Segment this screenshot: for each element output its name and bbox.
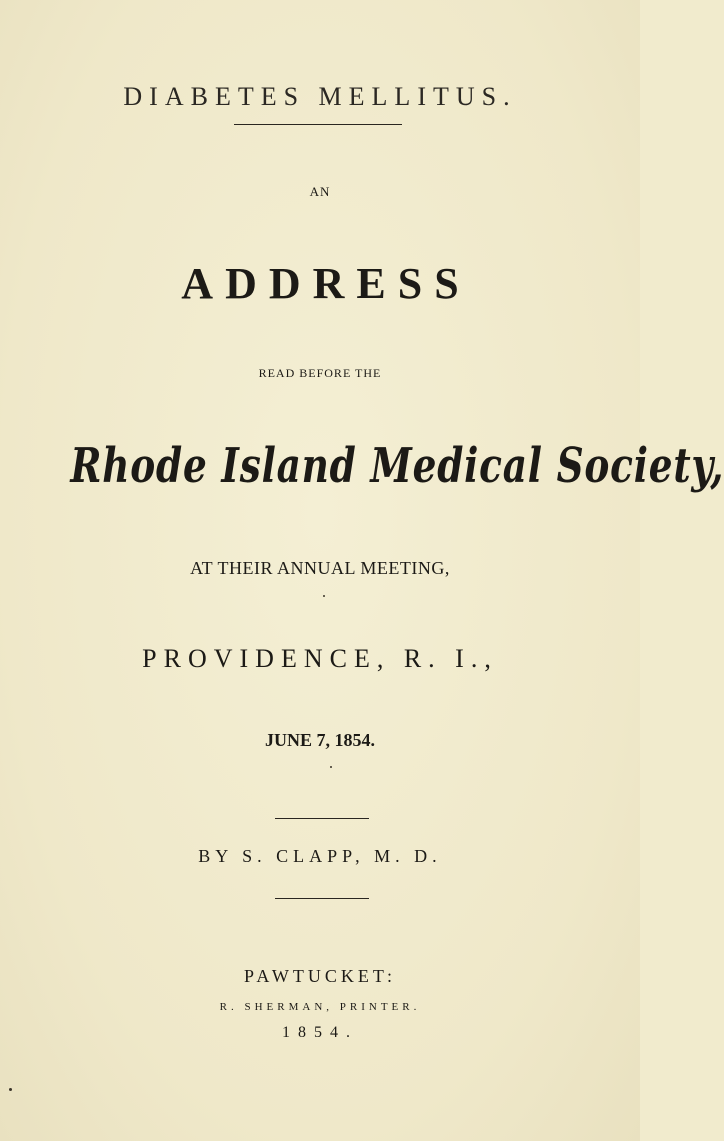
society-name: Rhode Island Medical Society,: [70, 438, 724, 494]
place-line: PROVIDENCE, R. I.,: [142, 644, 498, 673]
address-heading: ADDRESS: [181, 259, 471, 308]
work-title: DIABETES MELLITUS.: [123, 82, 517, 111]
ink-speck: [330, 766, 332, 768]
ink-speck: [9, 1088, 12, 1091]
author-rule-bottom: [275, 898, 369, 899]
read-before-label: READ BEFORE THE: [258, 366, 382, 380]
an-label: AN: [309, 184, 331, 199]
ink-speck: [323, 595, 325, 597]
author-rule-top: [275, 818, 369, 819]
imprint-year: 1854.: [282, 1024, 358, 1041]
imprint-city: PAWTUCKET:: [244, 966, 396, 986]
meeting-line: AT THEIR ANNUAL MEETING,: [190, 558, 450, 578]
date-line: JUNE 7, 1854.: [264, 730, 375, 750]
imprint-printer: R. SHERMAN, PRINTER.: [219, 1001, 421, 1013]
title-rule: [234, 124, 402, 125]
author-line: BY S. CLAPP, M. D.: [198, 846, 442, 866]
